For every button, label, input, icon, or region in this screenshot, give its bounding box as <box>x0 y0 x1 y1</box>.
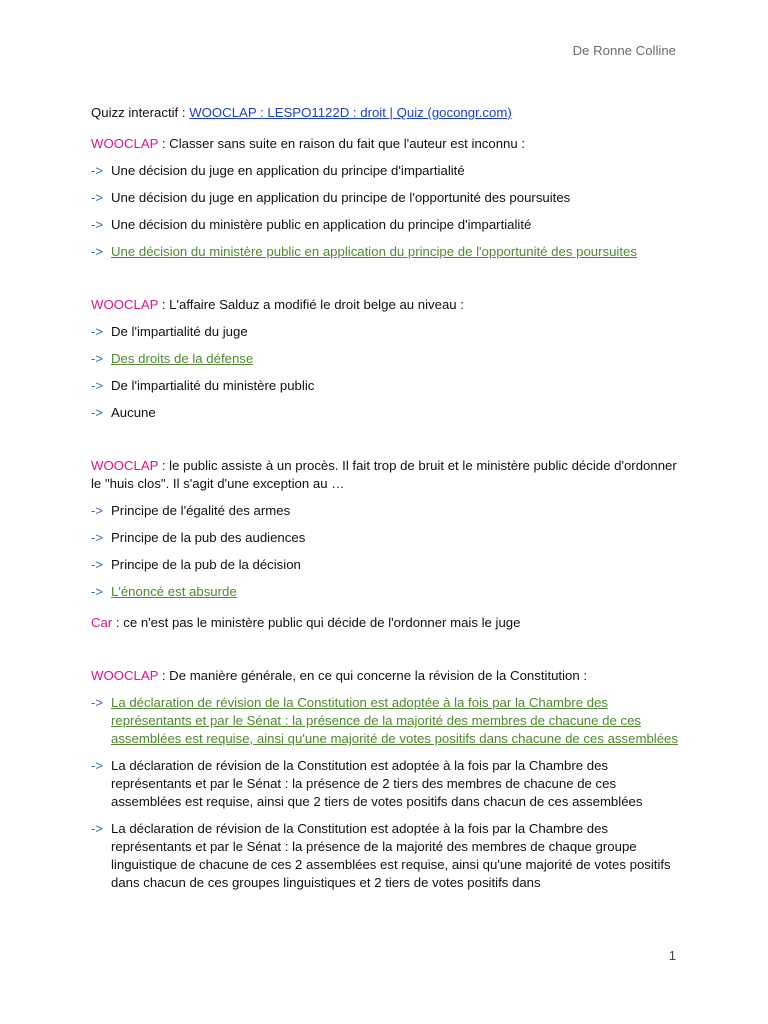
option-text: Une décision du juge en application du principe d'impartialité <box>111 163 465 178</box>
arrow-icon: -> <box>91 244 104 259</box>
option-text: Principe de l'égalité des armes <box>111 503 291 518</box>
question-tag: WOOCLAP <box>91 297 159 312</box>
arrow-icon: -> <box>91 190 104 205</box>
arrow-icon: -> <box>91 351 104 366</box>
arrow-icon: -> <box>91 584 104 599</box>
question-4-option-1 <box>91 694 681 748</box>
correct-answer: La déclaration de révision de la Constitution est adoptée à la fois par la Chambre des représentants et par le Sénat : la présence de la majorité des membres de chacune de ces assemblées est requise, ainsi qu'une majorité de votes positifs dans chacune de ces assemblées <box>111 695 678 746</box>
intro-label: Quizz interactif : <box>91 105 190 120</box>
question-2-option-1 <box>91 323 681 341</box>
question-4-option-3 <box>91 820 681 892</box>
arrow-icon: -> <box>91 530 104 545</box>
arrow-icon: -> <box>91 217 104 232</box>
question-2-option-2 <box>91 350 681 368</box>
question-2 <box>91 296 681 314</box>
arrow-icon: -> <box>91 405 104 420</box>
arrow-icon: -> <box>91 378 104 393</box>
arrow-icon: -> <box>91 163 104 178</box>
correct-answer: L'énoncé est absurde <box>111 584 237 599</box>
question-4-option-2 <box>91 757 681 811</box>
intro-line <box>91 104 681 122</box>
question-3-option-4 <box>91 583 681 601</box>
page-number: 1 <box>668 948 676 963</box>
question-3-option-2 <box>91 529 681 547</box>
question-text: : De manière générale, en ce qui concerne la révision de la Constitution : <box>158 668 588 683</box>
question-1 <box>91 135 681 153</box>
question-tag: WOOCLAP <box>91 668 159 683</box>
question-1-option-2 <box>91 189 681 207</box>
arrow-icon: -> <box>91 324 104 339</box>
header-author: De Ronne Colline <box>572 43 676 58</box>
question-4 <box>91 667 681 685</box>
correct-answer: Des droits de la défense <box>111 351 254 366</box>
question-2-option-3 <box>91 377 681 395</box>
question-text: : le public assiste à un procès. Il fait trop de bruit et le ministère public décide d'ordonner le "huis clos". Il s'agit d'une exception au … <box>91 458 677 491</box>
option-text: De l'impartialité du ministère public <box>111 378 315 393</box>
question-3 <box>91 457 681 493</box>
option-text: La déclaration de révision de la Constitution est adoptée à la fois par la Chambre des représentants et par le Sénat : la présence de la majorité des membres de chaque groupe linguistique de chacune de ces 2 assemblées est requise, ainsi qu'une majorité de votes positifs dans chacun de ces groupes linguistiques et 2 tiers de votes positifs dans <box>111 821 671 890</box>
arrow-icon: -> <box>91 821 104 836</box>
question-2-option-4 <box>91 404 681 422</box>
document-body <box>91 104 681 901</box>
quiz-link[interactable]: WOOCLAP : LESPO1122D : droit | Quiz (gocongr.com) <box>189 105 512 120</box>
reason-tag: Car <box>91 615 113 630</box>
option-text: Une décision du juge en application du principe de l'opportunité des poursuites <box>111 190 571 205</box>
arrow-icon: -> <box>91 557 104 572</box>
question-1-option-4 <box>91 243 681 261</box>
question-tag: WOOCLAP <box>91 136 159 151</box>
arrow-icon: -> <box>91 503 104 518</box>
option-text: De l'impartialité du juge <box>111 324 248 339</box>
question-1-option-3 <box>91 216 681 234</box>
question-3-option-3 <box>91 556 681 574</box>
option-text: Aucune <box>111 405 156 420</box>
reason-text: : ce n'est pas le ministère public qui décide de l'ordonner mais le juge <box>112 615 521 630</box>
question-tag: WOOCLAP <box>91 458 159 473</box>
option-text: Une décision du ministère public en application du principe d'impartialité <box>111 217 532 232</box>
question-1-option-1 <box>91 162 681 180</box>
option-text: Principe de la pub de la décision <box>111 557 301 572</box>
arrow-icon: -> <box>91 758 104 773</box>
option-text: Principe de la pub des audiences <box>111 530 306 545</box>
question-text: : L'affaire Salduz a modifié le droit belge au niveau : <box>158 297 464 312</box>
question-text: : Classer sans suite en raison du fait que l'auteur est inconnu : <box>158 136 526 151</box>
question-3-reason <box>91 614 681 632</box>
correct-answer: Une décision du ministère public en application du principe de l'opportunité des poursuites <box>111 244 637 259</box>
arrow-icon: -> <box>91 695 104 710</box>
option-text: La déclaration de révision de la Constitution est adoptée à la fois par la Chambre des représentants et par le Sénat : la présence de 2 tiers des membres de chacune de ces assemblées est requise, ainsi que 2 tiers de votes positifs dans chacun de ces assemblées <box>111 758 643 809</box>
question-3-option-1 <box>91 502 681 520</box>
